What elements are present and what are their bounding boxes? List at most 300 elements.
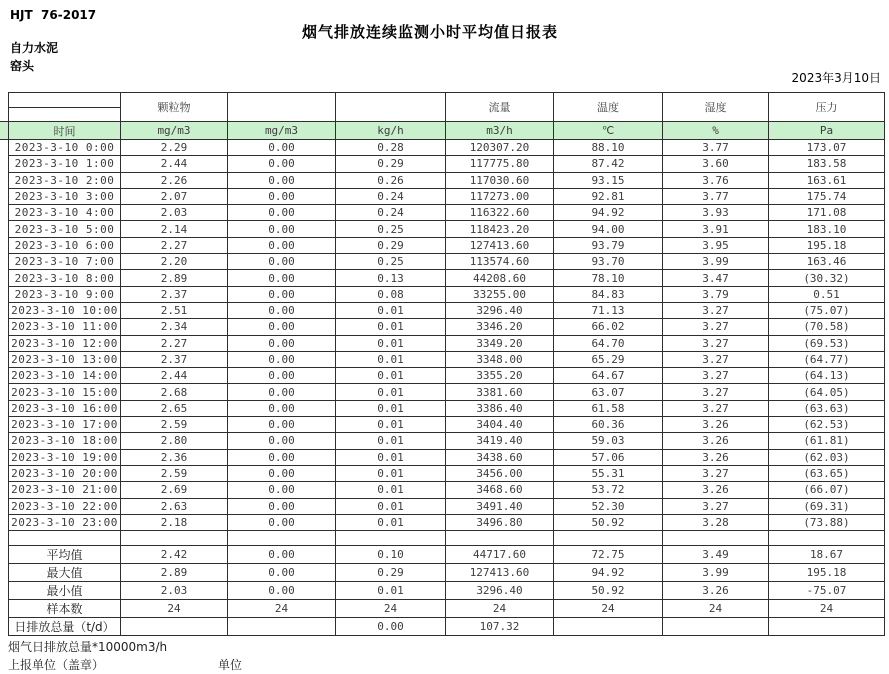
value-cell: (63.65) — [769, 465, 885, 481]
monitor-point-name: 窑头 — [10, 59, 35, 73]
reporting-unit-label: 上报单位（盖章） — [8, 658, 105, 672]
header-empty-cell — [9, 108, 121, 122]
value-cell: 59.03 — [554, 433, 663, 449]
value-cell: 0.00 — [228, 351, 336, 367]
value-cell: 0.01 — [336, 433, 446, 449]
value-cell: 0.00 — [228, 482, 336, 498]
value-cell: 0.01 — [336, 449, 446, 465]
table-row — [9, 498, 885, 514]
header-empty-cell — [336, 93, 446, 122]
row-label-cell: 样本数 — [9, 600, 121, 618]
value-cell: 3.99 — [663, 254, 769, 270]
table-row — [9, 286, 885, 302]
table-row — [9, 482, 885, 498]
table-row — [9, 156, 885, 172]
value-cell: 0.24 — [336, 205, 446, 221]
row-label-cell: 2023-3-10 8:00 — [9, 270, 121, 286]
value-cell: 0.00 — [228, 433, 336, 449]
empty-cell — [336, 531, 446, 546]
value-cell: 2.18 — [121, 514, 228, 530]
value-cell: 24 — [554, 600, 663, 618]
value-cell: 0.01 — [336, 582, 446, 600]
company-name: 自力水泥 — [10, 41, 59, 55]
value-cell: 0.00 — [228, 564, 336, 582]
row-label-cell: 2023-3-10 7:00 — [9, 254, 121, 270]
value-cell: 3419.40 — [446, 433, 554, 449]
value-cell: 3381.60 — [446, 384, 554, 400]
value-cell: 0.00 — [228, 254, 336, 270]
value-cell: 0.00 — [228, 368, 336, 384]
row-label-cell: 2023-3-10 20:00 — [9, 465, 121, 481]
table-row — [9, 514, 885, 530]
row-label-cell: 2023-3-10 23:00 — [9, 514, 121, 530]
value-cell: 0.00 — [228, 582, 336, 600]
row-label-cell: 2023-3-10 21:00 — [9, 482, 121, 498]
row-label-cell: 平均值 — [9, 546, 121, 564]
value-cell: 2.37 — [121, 286, 228, 302]
row-label-cell: 2023-3-10 19:00 — [9, 449, 121, 465]
row-label-cell: 2023-3-10 18:00 — [9, 433, 121, 449]
unit-label: 单位 — [218, 658, 243, 672]
value-cell: 60.36 — [554, 417, 663, 433]
value-cell: 3.26 — [663, 417, 769, 433]
header-empty-cell — [228, 93, 336, 122]
value-cell: 50.92 — [554, 582, 663, 600]
summary-row — [9, 582, 885, 600]
value-cell: 94.00 — [554, 221, 663, 237]
table-row — [9, 188, 885, 204]
value-cell: 24 — [336, 600, 446, 618]
value-cell: 173.07 — [769, 140, 885, 156]
value-cell: 93.15 — [554, 172, 663, 188]
value-cell: 2.20 — [121, 254, 228, 270]
value-cell: 2.03 — [121, 205, 228, 221]
value-cell: 0.00 — [228, 546, 336, 564]
row-label-cell: 2023-3-10 10:00 — [9, 302, 121, 318]
value-cell: (66.07) — [769, 482, 885, 498]
value-cell: 3.49 — [663, 546, 769, 564]
value-cell: (63.63) — [769, 400, 885, 416]
table-row — [9, 335, 885, 351]
value-cell: 3348.00 — [446, 351, 554, 367]
table-row — [9, 384, 885, 400]
summary-row — [9, 564, 885, 582]
standard-code: HJT 76-2017 — [10, 8, 97, 22]
value-cell: 0.01 — [336, 465, 446, 481]
value-cell: 0.00 — [228, 319, 336, 335]
value-cell: 72.75 — [554, 546, 663, 564]
units-row — [9, 122, 885, 140]
value-cell: 2.42 — [121, 546, 228, 564]
row-label-cell: 2023-3-10 9:00 — [9, 286, 121, 302]
empty-cell — [663, 531, 769, 546]
value-cell: 2.44 — [121, 368, 228, 384]
value-cell: 94.92 — [554, 564, 663, 582]
value-cell: 3386.40 — [446, 400, 554, 416]
row-label-cell: 2023-3-10 22:00 — [9, 498, 121, 514]
empty-cell — [9, 531, 121, 546]
value-cell: 0.01 — [336, 335, 446, 351]
value-cell: 120307.20 — [446, 140, 554, 156]
value-cell: 117273.00 — [446, 188, 554, 204]
value-cell: (69.31) — [769, 498, 885, 514]
value-cell: 0.00 — [228, 335, 336, 351]
table-row — [9, 400, 885, 416]
value-cell: 24 — [769, 600, 885, 618]
unit-cell: m3/h — [446, 122, 554, 140]
value-cell: 163.46 — [769, 254, 885, 270]
value-cell: 3.26 — [663, 449, 769, 465]
value-cell: 0.29 — [336, 156, 446, 172]
table-row — [9, 417, 885, 433]
value-cell: -75.07 — [769, 582, 885, 600]
value-cell: 195.18 — [769, 237, 885, 253]
value-cell: 3.99 — [663, 564, 769, 582]
value-cell: 0.00 — [228, 498, 336, 514]
row-label-cell: 2023-3-10 5:00 — [9, 221, 121, 237]
time-column-header: 时间 — [9, 122, 121, 140]
value-cell: 0.29 — [336, 237, 446, 253]
table-row — [9, 140, 885, 156]
value-cell: 2.03 — [121, 582, 228, 600]
empty-cell — [228, 531, 336, 546]
value-cell: 3491.40 — [446, 498, 554, 514]
value-cell — [121, 618, 228, 636]
row-label-cell: 最小值 — [9, 582, 121, 600]
value-cell: 0.00 — [228, 465, 336, 481]
header-particulate-cell: 颗粒物 — [121, 93, 228, 122]
value-cell: 0.13 — [336, 270, 446, 286]
value-cell: 3.27 — [663, 384, 769, 400]
summary-row — [9, 618, 885, 636]
value-cell: 2.63 — [121, 498, 228, 514]
value-cell: 2.27 — [121, 335, 228, 351]
value-cell: 0.29 — [336, 564, 446, 582]
value-cell: 66.02 — [554, 319, 663, 335]
value-cell: 2.51 — [121, 302, 228, 318]
value-cell: (70.58) — [769, 319, 885, 335]
value-cell: 18.67 — [769, 546, 885, 564]
value-cell: 3456.00 — [446, 465, 554, 481]
value-cell: 55.31 — [554, 465, 663, 481]
value-cell: 0.25 — [336, 221, 446, 237]
value-cell: 2.36 — [121, 449, 228, 465]
value-cell: 0.01 — [336, 368, 446, 384]
row-label-cell: 2023-3-10 2:00 — [9, 172, 121, 188]
value-cell: 3.27 — [663, 400, 769, 416]
page-title: 烟气排放连续监测小时平均值日报表 — [301, 23, 558, 41]
value-cell: 87.42 — [554, 156, 663, 172]
value-cell: 2.14 — [121, 221, 228, 237]
table-row — [9, 302, 885, 318]
value-cell: 93.79 — [554, 237, 663, 253]
value-cell: 50.92 — [554, 514, 663, 530]
row-label-cell: 2023-3-10 6:00 — [9, 237, 121, 253]
value-cell: 0.00 — [228, 140, 336, 156]
value-cell: 3.95 — [663, 237, 769, 253]
value-cell: 24 — [663, 600, 769, 618]
value-cell: 3.93 — [663, 205, 769, 221]
value-cell: (62.53) — [769, 417, 885, 433]
value-cell: 2.59 — [121, 465, 228, 481]
value-cell: 107.32 — [446, 618, 554, 636]
value-cell: 0.01 — [336, 319, 446, 335]
value-cell: 92.81 — [554, 188, 663, 204]
row-label-cell: 2023-3-10 17:00 — [9, 417, 121, 433]
value-cell: 64.70 — [554, 335, 663, 351]
value-cell: (64.05) — [769, 384, 885, 400]
table-row — [9, 172, 885, 188]
unit-cell: mg/m3 — [121, 122, 228, 140]
table-row — [9, 237, 885, 253]
value-cell: 2.37 — [121, 351, 228, 367]
value-cell: 94.92 — [554, 205, 663, 221]
value-cell: 3.28 — [663, 514, 769, 530]
empty-cell — [554, 531, 663, 546]
value-cell: 2.89 — [121, 564, 228, 582]
value-cell: 0.00 — [228, 172, 336, 188]
value-cell: 0.25 — [336, 254, 446, 270]
value-cell: 0.01 — [336, 302, 446, 318]
value-cell: 3.27 — [663, 498, 769, 514]
value-cell: 3404.40 — [446, 417, 554, 433]
header-flow-cell: 流量 — [446, 93, 554, 122]
value-cell: 3.27 — [663, 319, 769, 335]
value-cell: 3.26 — [663, 582, 769, 600]
pollutant-header-row — [9, 93, 885, 108]
value-cell: 0.08 — [336, 286, 446, 302]
value-cell: 0.10 — [336, 546, 446, 564]
value-cell: 53.72 — [554, 482, 663, 498]
table-row — [9, 254, 885, 270]
value-cell: 118423.20 — [446, 221, 554, 237]
value-cell: 78.10 — [554, 270, 663, 286]
value-cell: 0.01 — [336, 514, 446, 530]
value-cell: 2.34 — [121, 319, 228, 335]
value-cell: 0.01 — [336, 400, 446, 416]
value-cell: (30.32) — [769, 270, 885, 286]
value-cell: 3.27 — [663, 302, 769, 318]
value-cell: 0.00 — [228, 237, 336, 253]
row-label-cell: 2023-3-10 15:00 — [9, 384, 121, 400]
row-label-cell: 2023-3-10 3:00 — [9, 188, 121, 204]
value-cell: 61.58 — [554, 400, 663, 416]
value-cell: 163.61 — [769, 172, 885, 188]
row-label-cell: 2023-3-10 1:00 — [9, 156, 121, 172]
table-row — [9, 368, 885, 384]
value-cell: 0.26 — [336, 172, 446, 188]
value-cell: 57.06 — [554, 449, 663, 465]
value-cell — [663, 618, 769, 636]
value-cell: 3496.80 — [446, 514, 554, 530]
value-cell: 63.07 — [554, 384, 663, 400]
value-cell: 2.44 — [121, 156, 228, 172]
value-cell: 44717.60 — [446, 546, 554, 564]
value-cell: 175.74 — [769, 188, 885, 204]
empty-cell — [446, 531, 554, 546]
table-row — [9, 351, 885, 367]
value-cell: 3468.60 — [446, 482, 554, 498]
value-cell: 2.29 — [121, 140, 228, 156]
green-row-left-sliver — [0, 121, 8, 140]
value-cell: 0.00 — [336, 618, 446, 636]
value-cell: (61.81) — [769, 433, 885, 449]
value-cell: 0.00 — [228, 286, 336, 302]
value-cell: 3.27 — [663, 335, 769, 351]
value-cell: (62.03) — [769, 449, 885, 465]
value-cell: 0.00 — [228, 400, 336, 416]
value-cell: 52.30 — [554, 498, 663, 514]
value-cell — [554, 618, 663, 636]
value-cell: 24 — [121, 600, 228, 618]
value-cell: 0.28 — [336, 140, 446, 156]
value-cell: 117030.60 — [446, 172, 554, 188]
value-cell: 3438.60 — [446, 449, 554, 465]
value-cell: 33255.00 — [446, 286, 554, 302]
empty-cell — [769, 531, 885, 546]
summary-row — [9, 600, 885, 618]
table-row — [9, 465, 885, 481]
value-cell: (69.53) — [769, 335, 885, 351]
row-label-cell: 2023-3-10 0:00 — [9, 140, 121, 156]
value-cell: 0.01 — [336, 351, 446, 367]
table-row — [9, 433, 885, 449]
value-cell: 0.00 — [228, 270, 336, 286]
unit-cell: kg/h — [336, 122, 446, 140]
row-label-cell: 2023-3-10 12:00 — [9, 335, 121, 351]
value-cell: 0.00 — [228, 205, 336, 221]
value-cell — [769, 618, 885, 636]
value-cell: 2.68 — [121, 384, 228, 400]
value-cell: 0.00 — [228, 188, 336, 204]
table-row — [9, 319, 885, 335]
value-cell: 3.77 — [663, 140, 769, 156]
row-label-cell: 2023-3-10 14:00 — [9, 368, 121, 384]
value-cell: 93.70 — [554, 254, 663, 270]
value-cell: 127413.60 — [446, 564, 554, 582]
value-cell: 44208.60 — [446, 270, 554, 286]
value-cell: (75.07) — [769, 302, 885, 318]
summary-row — [9, 546, 885, 564]
value-cell: 24 — [228, 600, 336, 618]
row-label-cell: 2023-3-10 4:00 — [9, 205, 121, 221]
value-cell: 0.00 — [228, 156, 336, 172]
row-label-cell: 最大值 — [9, 564, 121, 582]
value-cell: 0.51 — [769, 286, 885, 302]
value-cell: 195.18 — [769, 564, 885, 582]
value-cell: 3.47 — [663, 270, 769, 286]
empty-cell — [121, 531, 228, 546]
value-cell: 84.83 — [554, 286, 663, 302]
value-cell: 113574.60 — [446, 254, 554, 270]
value-cell: 3.26 — [663, 433, 769, 449]
value-cell: 0.01 — [336, 384, 446, 400]
summary-rows — [9, 546, 885, 636]
value-cell: 0.00 — [228, 221, 336, 237]
row-label-cell: 2023-3-10 16:00 — [9, 400, 121, 416]
value-cell: 2.27 — [121, 237, 228, 253]
header-pressure-cell: 压力 — [769, 93, 885, 122]
value-cell: 65.29 — [554, 351, 663, 367]
value-cell: 3346.20 — [446, 319, 554, 335]
row-label-cell: 日排放总量（t/d） — [9, 618, 121, 636]
value-cell: 2.07 — [121, 188, 228, 204]
header-empty-cell — [9, 93, 121, 108]
value-cell: 24 — [446, 600, 554, 618]
spacer-section — [9, 531, 885, 546]
value-cell: 117775.80 — [446, 156, 554, 172]
value-cell: 3296.40 — [446, 582, 554, 600]
value-cell: 2.80 — [121, 433, 228, 449]
value-cell: (64.77) — [769, 351, 885, 367]
value-cell — [228, 618, 336, 636]
value-cell: 0.00 — [228, 449, 336, 465]
value-cell: 2.69 — [121, 482, 228, 498]
value-cell: 0.00 — [228, 384, 336, 400]
value-cell: 3.27 — [663, 351, 769, 367]
value-cell: (64.13) — [769, 368, 885, 384]
value-cell: 3.27 — [663, 368, 769, 384]
table-row — [9, 270, 885, 286]
value-cell: 2.65 — [121, 400, 228, 416]
value-cell: 0.01 — [336, 482, 446, 498]
value-cell: 0.01 — [336, 417, 446, 433]
header-humidity-cell: 湿度 — [663, 93, 769, 122]
value-cell: (73.88) — [769, 514, 885, 530]
value-cell: 116322.60 — [446, 205, 554, 221]
unit-cell: ℃ — [554, 122, 663, 140]
value-cell: 171.08 — [769, 205, 885, 221]
value-cell: 183.10 — [769, 221, 885, 237]
value-cell: 183.58 — [769, 156, 885, 172]
emission-report-table — [8, 92, 885, 636]
value-cell: 0.00 — [228, 514, 336, 530]
value-cell: 0.01 — [336, 498, 446, 514]
value-cell: 3355.20 — [446, 368, 554, 384]
row-label-cell: 2023-3-10 13:00 — [9, 351, 121, 367]
value-cell: 3.79 — [663, 286, 769, 302]
row-label-cell: 2023-3-10 11:00 — [9, 319, 121, 335]
table-row — [9, 221, 885, 237]
value-cell: 3.26 — [663, 482, 769, 498]
value-cell: 3.91 — [663, 221, 769, 237]
value-cell: 2.59 — [121, 417, 228, 433]
value-cell: 127413.60 — [446, 237, 554, 253]
value-cell: 3.60 — [663, 156, 769, 172]
hourly-data-rows — [9, 140, 885, 531]
value-cell: 0.00 — [228, 417, 336, 433]
value-cell: 3296.40 — [446, 302, 554, 318]
value-cell: 64.67 — [554, 368, 663, 384]
table-row — [9, 449, 885, 465]
value-cell: 0.24 — [336, 188, 446, 204]
unit-cell: mg/m3 — [228, 122, 336, 140]
unit-cell: Pa — [769, 122, 885, 140]
flow-total-note: 烟气日排放总量*10000m3/h — [8, 640, 168, 654]
value-cell: 88.10 — [554, 140, 663, 156]
header-temperature-cell: 温度 — [554, 93, 663, 122]
report-date: 2023年3月10日 — [791, 71, 881, 85]
unit-cell: % — [663, 122, 769, 140]
value-cell: 2.26 — [121, 172, 228, 188]
value-cell: 0.00 — [228, 302, 336, 318]
value-cell: 2.89 — [121, 270, 228, 286]
value-cell: 71.13 — [554, 302, 663, 318]
value-cell: 3349.20 — [446, 335, 554, 351]
value-cell: 3.27 — [663, 465, 769, 481]
value-cell: 3.77 — [663, 188, 769, 204]
value-cell: 3.76 — [663, 172, 769, 188]
